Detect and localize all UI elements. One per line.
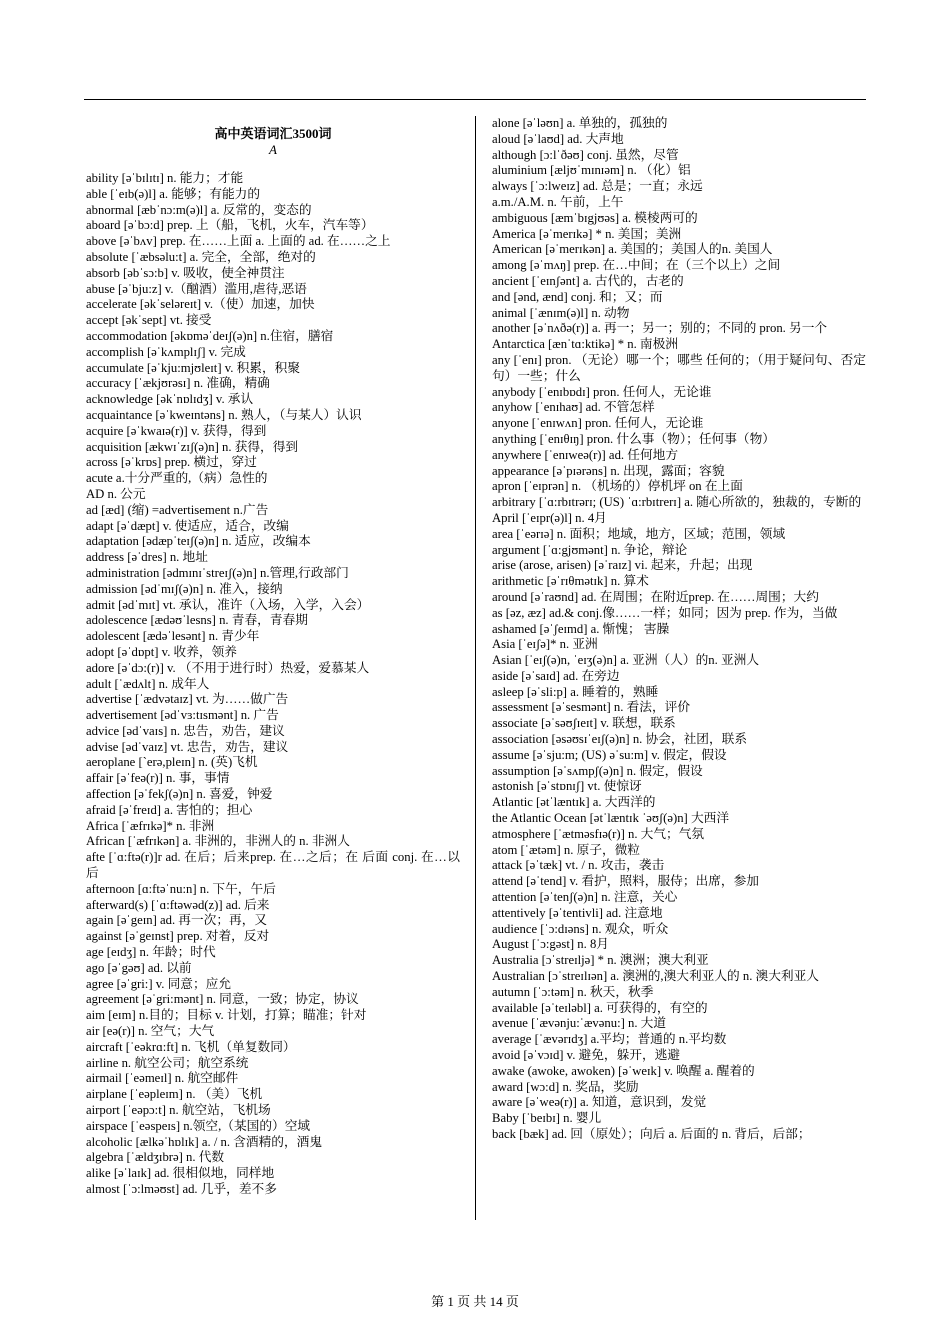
vocab-entry: acquire [əˈkwaɪə(r)] v. 获得，得到	[86, 423, 267, 438]
section-letter: A	[269, 142, 277, 157]
vocab-entry: ancient [ˈeɪnʃənt] a. 古代的，古老的	[492, 273, 684, 288]
vocab-entry: against [əˈgeɪnst] prep. 对着，反对	[86, 929, 270, 944]
vocab-entry: adore [əˈdɔ:(r)] v. （不用于进行时）热爱，爱慕某人	[86, 660, 370, 675]
vocab-entry: ago [əˈgəʊ] ad. 以前	[86, 960, 192, 975]
right-entry-list	[492, 116, 866, 1143]
vocab-entry: aim [eɪm] n.目的；目标 v. 计划，打算；瞄准；针对	[86, 1008, 367, 1023]
vocab-entry: airline n. 航空公司；航空系统	[86, 1055, 249, 1070]
vocab-entry: agreement [əˈgri:mənt] n. 同意，一致；协定，协议	[86, 992, 359, 1007]
vocab-entry: Africa [ˈæfrɪkə]* n. 非洲	[86, 818, 215, 833]
vocab-entry: aside [əˈsaɪd] ad. 在旁边	[492, 668, 620, 683]
vocab-entry: Baby [ˈbeɪbɪ] n. 婴儿	[492, 1111, 602, 1126]
vocab-entry: April [ˈeɪpr(ə)l] n. 4月	[492, 510, 607, 525]
document-title: 高中英语词汇3500词	[214, 126, 332, 141]
vocab-entry: and [ənd, ænd] conj. 和；又；而	[492, 289, 663, 304]
vocab-entry: airplane [ˈeəpleɪm] n. （美）飞机	[86, 1087, 263, 1102]
vocab-entry: associate [əˈsəʊʃɪeɪt] v. 联想，联系	[492, 716, 676, 731]
vocab-entry: ad [æd] (缩) =advertisement n.广告	[86, 502, 269, 517]
vocab-entry: any [ˈenɪ] pron. （无论）哪一个；哪些 任何的；（用于疑问句、否定句）一些；什么	[492, 352, 866, 383]
vocab-entry: accept [əkˈsept] vt. 接受	[86, 313, 212, 328]
column-divider	[475, 116, 476, 1220]
vocab-entry: acute a.十分严重的,（病）急性的	[86, 471, 268, 486]
vocab-entry: afraid [əˈfreɪd] a. 害怕的；担心	[86, 802, 253, 817]
vocab-entry: assessment [əˈsesmənt] n. 看法，评价	[492, 700, 691, 715]
vocab-entry: although [ɔ:lˈðəʊ] conj. 虽然，尽管	[492, 147, 679, 162]
vocab-entry: algebra [ˈældʒɪbrə] n. 代数	[86, 1150, 225, 1165]
vocab-entry: afternoon [ɑ:ftəˈnu:n] n. 下午，午后	[86, 881, 276, 896]
vocab-entry: attention [əˈtenʃ(ə)n] n. 注意，关心	[492, 890, 678, 905]
vocab-entry: Asian [ˈeɪʃ(ə)n, ˈeɪʒ(ə)n] a. 亚洲（人）的n. 亚洲人	[492, 653, 760, 668]
vocab-entry: apron [ˈeɪprən] n. （机场的）停机坪 on 在上面	[492, 479, 743, 494]
left-entry-list	[86, 171, 460, 1198]
vocab-entry: avenue [ˈævənju:ˈævənu:] n. 大道	[492, 1016, 667, 1031]
vocab-entry: assumption [əˈsʌmpʃ(ə)n] n. 假定，假设	[492, 763, 703, 778]
vocab-entry: aloud [əˈlaʊd] ad. 大声地	[492, 131, 624, 146]
vocab-entry: almost [ˈɔ:lməʊst] ad. 几乎，差不多	[86, 1182, 277, 1196]
vocab-entry: admission [ədˈmɪʃ(ə)n] n. 准入，接纳	[86, 581, 283, 596]
vocab-entry: anybody [ˈenɪbɒdɪ] pron. 任何人，无论谁	[492, 384, 712, 399]
vocab-entry: AD n. 公元	[86, 486, 146, 501]
vocab-entry: airspace [ˈeəspeɪs] n.领空,（某国的）空域	[86, 1118, 311, 1133]
vocab-entry: attend [əˈtend] v. 看护，照料，服侍；出席，参加	[492, 874, 759, 889]
vocab-entry: affection [əˈfekʃ(ə)n] n. 喜爱，钟爱	[86, 787, 273, 802]
vocab-entry: adolescence [ædəʊˈlesns] n. 青春，青春期	[86, 613, 308, 628]
vocab-entry: ability [əˈbɪlɪtɪ] n. 能力；才能	[86, 171, 244, 185]
vocab-entry: ashamed [əˈʃeɪmd] a. 惭愧； 害臊	[492, 621, 670, 636]
vocab-entry: August [ˈɔ:gəst] n. 8月	[492, 937, 609, 952]
vocab-entry: anything [ˈenɪθɪŋ] pron. 什么事（物）；任何事（物）	[492, 431, 775, 446]
vocab-entry: arbitrary [ˈɑ:rbɪtrərɪ; (US) ˈɑ:rbɪtrerɪ] a. 随心所欲的，独裁的，专断的	[492, 495, 862, 510]
vocab-entry: acquisition [ækwɪˈzɪʃ(ə)n] n. 获得，得到	[86, 439, 299, 454]
vocab-entry: administration [ədmɪnɪˈstreɪʃ(ə)n] n.管理,行政部门	[86, 565, 349, 580]
vocab-entry: alike [əˈlaɪk] ad. 很相似地，同样地	[86, 1166, 275, 1181]
vocab-entry: atmosphere [ˈætməsfɪə(r)] n. 大气；气氛	[492, 826, 705, 841]
vocab-entry: African [ˈæfrɪkən] a. 非洲的，非洲人的 n. 非洲人	[86, 834, 350, 849]
vocab-entry: Australia [ɔˈstreɪljə] * n. 澳洲；澳大利亚	[492, 953, 709, 968]
vocab-entry: assume [əˈsju:m; (US) əˈsu:m] v. 假定，假设	[492, 747, 727, 762]
vocab-entry: across [əˈkrɒs] prep. 横过，穿过	[86, 455, 257, 470]
vocab-entry: anywhere [ˈenɪweə(r)] ad. 任何地方	[492, 447, 679, 462]
vocab-entry: astonish [əˈstɒnɪʃ] vt. 使惊讶	[492, 779, 642, 794]
vocab-entry: Asia [ˈeɪʃə]* n. 亚洲	[492, 637, 598, 652]
vocab-entry: accuracy [ˈækjʊrəsɪ] n. 准确，精确	[86, 376, 270, 391]
vocab-entry: alone [əˈləʊn] a. 单独的，孤独的	[492, 116, 668, 130]
vocab-entry: afte [ˈɑ:ftə(r)]r ad. 在后；后来prep. 在…之后；在 后面 conj. 在…以后	[86, 850, 460, 881]
vocab-entry: alcoholic [ælkəˈhɒlɪk] a. / n. 含酒精的，酒鬼	[86, 1134, 323, 1149]
vocab-entry: aeroplane [ˋerə,pleɪn] n. (英)飞机	[86, 755, 258, 770]
vocab-entry: a.m./A.M. n. 午前，上午	[492, 194, 624, 209]
vocab-entry: aircraft [ˈeəkrɑ:ft] n. 飞机（单复数同）	[86, 1039, 296, 1054]
vocab-entry: arithmetic [əˈrɪθmətɪk] n. 算术	[492, 574, 649, 589]
vocab-entry: another [əˈnʌðə(r)] a. 再一；另一；别的；不同的 pron. 另一个	[492, 321, 828, 336]
vocab-entry: available [əˈteɪləbl] a. 可获得的，有空的	[492, 1000, 708, 1015]
vocab-entry: abuse [əˈbju:z] v.（酗酒）滥用,虐待,恶语	[86, 281, 307, 296]
vocab-entry: animal [ˈænɪm(ə)l] n. 动物	[492, 305, 630, 320]
right-column	[492, 116, 866, 1143]
vocab-entry: accelerate [əkˈseləreɪt] v.（使）加速，加快	[86, 297, 315, 312]
vocab-entry: average [ˈævərɪdʒ] a.平均；普通的 n.平均数	[492, 1032, 727, 1047]
vocab-entry: audience [ˈɔ:dɪəns] n. 观众，听众	[492, 921, 669, 936]
vocab-entry: adopt [əˈdɒpt] v. 收养，领养	[86, 644, 237, 659]
vocab-entry: advertisement [ədˈvɜ:tɪsmənt] n. 广告	[86, 708, 279, 723]
vocab-entry: affair [əˈfeə(r)] n. 事，事情	[86, 771, 230, 786]
vocab-entry: avoid [əˈvɔɪd] v. 避免，躲开，逃避	[492, 1048, 681, 1063]
vocab-entry: advice [ədˈvaɪs] n. 忠告，劝告，建议	[86, 723, 285, 738]
vocab-entry: American [əˈmerɪkən] a. 美国的；美国人的n. 美国人	[492, 242, 773, 257]
vocab-entry: as [əz, æz] ad.& conj.像……一样；如同；因为 prep. 作为，当做	[492, 605, 838, 620]
page-footer: 第 1 页 共 14 页	[431, 1294, 519, 1309]
vocab-entry: award [wɔ:d] n. 奖品，奖励	[492, 1079, 639, 1094]
vocab-entry: aboard [əˈbɔ:d] prep. 上（船，飞机，火车，汽车等）	[86, 218, 374, 233]
vocab-entry: accomplish [əˈkʌmplɪʃ] v. 完成	[86, 344, 246, 359]
vocab-entry: above [əˈbʌv] prep. 在……上面 a. 上面的 ad. 在……之上	[86, 234, 391, 249]
vocab-entry: Australian [ɔˈstreɪlɪən] a. 澳洲的,澳大利亚人的 n. 澳大利亚人	[492, 969, 819, 984]
vocab-entry: appearance [əˈpɪərəns] n. 出现，露面；容貌	[492, 463, 725, 478]
vocab-entry: adapt [əˈdæpt] v. 使适应，适合，改编	[86, 518, 289, 533]
vocab-entry: awake (awoke, awoken) [əˈweɪk] v. 唤醒 a. 醒着的	[492, 1063, 755, 1078]
vocab-entry: admit [ədˈmɪt] vt. 承认，准许（入场，入学，入会）	[86, 597, 370, 612]
vocab-entry: area [ˈeərɪə] n. 面积；地域，地方，区域；范围，领域	[492, 526, 786, 541]
vocab-entry: adolescent [ædəˈlesənt] n. 青少年	[86, 629, 260, 644]
vocab-entry: able [ˈeɪb(ə)l] a. 能够；有能力的	[86, 186, 261, 201]
vocab-entry: abnormal [æbˈnɔ:m(ə)l] a. 反常的，变态的	[86, 202, 312, 217]
vocab-entry: ambiguous [æmˈbɪgjʊəs] a. 模棱两可的	[492, 210, 698, 225]
vocab-entry: atom [ˈætəm] n. 原子，微粒	[492, 842, 640, 857]
vocab-entry: accumulate [əˈkju:mjʊleɪt] v. 积累，积聚	[86, 360, 301, 375]
vocab-entry: back [bæk] ad. 回（原处）；向后 a. 后面的 n. 背后，后部；	[492, 1127, 811, 1141]
vocab-entry: air [eə(r)] n. 空气；大气	[86, 1024, 215, 1039]
vocab-entry: the Atlantic Ocean [ətˈlæntɪk ˈəʊʃ(ə)n] 大西洋	[492, 811, 730, 826]
vocab-entry: again [əˈgeɪn] ad. 再一次；再，又	[86, 913, 268, 928]
vocab-entry: advertise [ˈædvətaɪz] vt. 为……做广告	[86, 692, 289, 707]
vocab-entry: autumn [ˈɔ:təm] n. 秋天，秋季	[492, 984, 654, 999]
vocab-entry: agree [əˈgri:] v. 同意；应允	[86, 976, 232, 991]
vocab-entry: anyhow [ˈenɪhaʊ] ad. 不管怎样	[492, 400, 655, 415]
vocab-entry: afterward(s) [ˈɑ:ftəwəd(z)] ad. 后来	[86, 897, 270, 912]
vocab-entry: acquaintance [əˈkweɪntəns] n. 熟人，（与某人）认识	[86, 407, 362, 422]
vocab-entry: asleep [əˈsli:p] a. 睡着的，熟睡	[492, 684, 659, 699]
vocab-entry: airmail [ˈeəmeɪl] n. 航空邮件	[86, 1071, 239, 1086]
vocab-entry: age [eɪdʒ] n. 年龄；时代	[86, 945, 216, 960]
vocab-entry: adult [ˈædʌlt] n. 成年人	[86, 676, 210, 691]
vocab-entry: among [əˈmʌŋ] prep. 在…中间；在（三个以上）之间	[492, 258, 781, 273]
vocab-entry: Atlantic [ətˈlæntɪk] a. 大西洋的	[492, 795, 656, 810]
vocab-entry: America [əˈmerɪkə] * n. 美国；美洲	[492, 226, 682, 241]
left-column	[86, 116, 460, 1198]
vocab-entry: Antarctica [ænˈtɑ:ktikə] * n. 南极洲	[492, 337, 678, 352]
vocab-entry: anyone [ˈenɪwʌn] pron. 任何人，无论谁	[492, 416, 704, 431]
vocab-entry: attentively [əˈtentivli] ad. 注意地	[492, 905, 663, 920]
vocab-entry: accommodation [əkɒməˈdeɪʃ(ə)n] n.住宿，膳宿	[86, 328, 334, 343]
vocab-entry: arise (arose, arisen) [əˈraɪz] vi. 起来，升起；出现	[492, 558, 753, 573]
vocab-entry: argument [ˈɑ:gjʊmənt] n. 争论，辩论	[492, 542, 688, 557]
vocab-entry: address [əˈdres] n. 地址	[86, 550, 208, 565]
vocab-entry: adaptation [ədæpˈteɪʃ(ə)n] n. 适应，改编本	[86, 534, 311, 549]
vocab-entry: absorb [əbˈsɔ:b] v. 吸收，使全神贯注	[86, 265, 285, 280]
vocab-entry: advise [ədˈvaɪz] vt. 忠告，劝告，建议	[86, 739, 289, 754]
vocab-entry: aware [əˈweə(r)] a. 知道，意识到，发觉	[492, 1095, 707, 1110]
header-rule	[84, 99, 866, 100]
vocab-entry: acknowledge [əkˈnɒlɪdʒ] v. 承认	[86, 392, 254, 407]
vocab-entry: absolute [ˈæbsəlu:t] a. 完全，全部，绝对的	[86, 249, 316, 264]
vocab-entry: aluminium [æljʊˈmɪnɪəm] n. （化）铝	[492, 163, 691, 178]
vocab-entry: always [ˈɔ:lweɪz] ad. 总是；一直；永远	[492, 179, 703, 194]
vocab-entry: around [əˈraʊnd] ad. 在周围；在附近prep. 在……周围；大约	[492, 589, 819, 604]
vocab-entry: attack [əˈtæk] vt. / n. 攻击，袭击	[492, 858, 665, 873]
vocab-entry: airport [ˈeəpɔ:t] n. 航空站，飞机场	[86, 1103, 271, 1118]
vocab-entry: association [əsəʊsɪˈeɪʃ(ə)n] n. 协会，社团，联系	[492, 732, 748, 747]
